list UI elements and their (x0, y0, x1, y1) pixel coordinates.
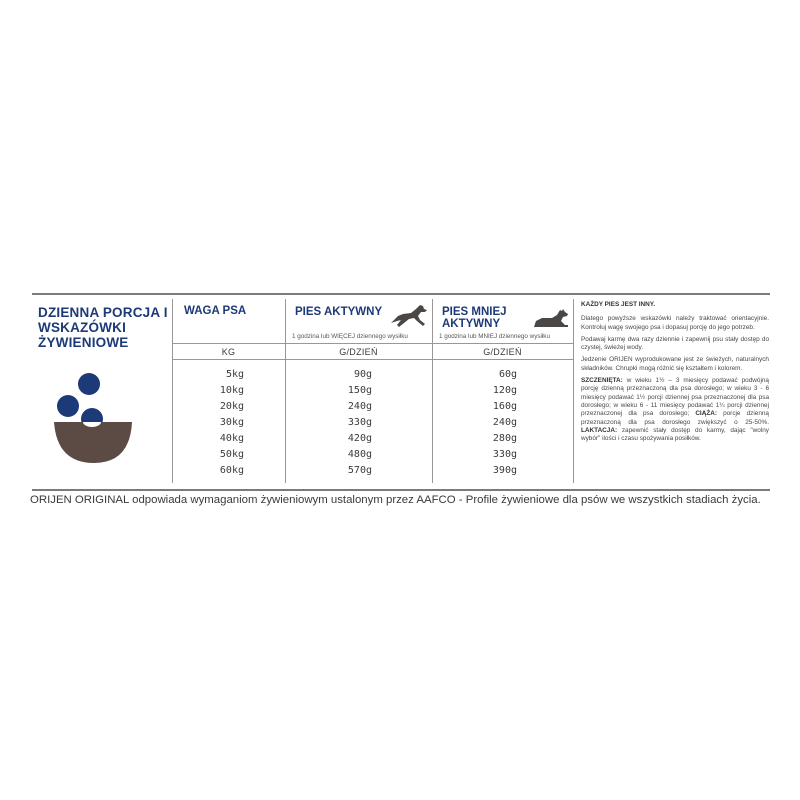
section-title: DZIENNA PORCJA I WSKAZÓWKI ŻYWIENIOWE (38, 305, 168, 350)
notes-heading: KAŻDY PIES JEST INNY. (581, 301, 656, 308)
notes-paragraph: Jedzenie ORIJEN wyprodukowane jest ze świeżych, naturalnych składników. Chrupki mogą różnić się kształtem i kolorem. (581, 356, 769, 372)
table-row-active: 150g (347, 385, 372, 396)
table-row-active: 90g (353, 369, 372, 380)
notes-life-stages (581, 377, 769, 443)
header-rule (172, 343, 573, 344)
less-active-activity-note: 1 godzina lub MNIEJ dziennego wysiłku (439, 333, 550, 340)
notes-paragraph: Podawaj karmę dwa razy dziennie i zapewnij psu stały dostęp do czystej, świeżej wody. (581, 335, 769, 352)
column-divider (172, 299, 173, 483)
table-row-less: 330g (492, 449, 517, 460)
lactation-text: zapewnić stały dostęp do karmy, dając "wolny wybór" ilości i czasu spożywania posiłków. (581, 426, 769, 443)
table-row-kg: 5kg (225, 369, 244, 380)
table-row-less: 120g (492, 385, 517, 396)
column-divider (432, 299, 433, 483)
table-row-kg: 20kg (219, 401, 244, 412)
less-active-column-header: PIES MNIEJ AKTYWNY (442, 306, 507, 330)
less-active-unit: G/DZIEŃ (483, 347, 522, 357)
table-row-less: 60g (498, 369, 517, 380)
puppy-label: SZCZENIĘTA: (581, 377, 623, 385)
table-row-active: 570g (347, 465, 372, 476)
table-row-kg: 10kg (219, 385, 244, 396)
column-divider (573, 299, 574, 483)
unit-rule (172, 359, 573, 360)
table-row-kg: 30kg (219, 417, 244, 428)
pregnancy-label: CIĄŻA: (695, 410, 717, 418)
weight-column-header: WAGA PSA (184, 305, 247, 317)
puppy-text: w wieku 1½ – 3 miesięcy podawać podwójną porcję dzienną przeznaczoną dla psa dorosłego; w wieku 3 - 6 miesięcy podawać 1½ porcji dziennej psa przeznaczonej dla psa dorosłego; w wieku 6 - 11 miesięcy podawać 1¼ porcji dziennej przeznaczonej dla psa dorosłego; (581, 377, 769, 418)
table-row-kg: 50kg (219, 449, 244, 460)
table-row-less: 240g (492, 417, 517, 428)
resting-dog-icon (532, 307, 570, 329)
table-row-less: 390g (492, 465, 517, 476)
table-row-less: 160g (492, 401, 517, 412)
table-row-active: 240g (347, 401, 372, 412)
active-column-header: PIES AKTYWNY (295, 306, 383, 318)
pregnancy-text: porcje dzienną przeznaczoną dla psa dorosłego zwiększyć o 25-50%. (581, 410, 769, 426)
notes-paragraph: Dlatego powyższe wskazówki należy traktować orientacyjnie. Kontroluj wagę swojego psa i dopasuj porcję do jego potrzeb. (581, 315, 769, 331)
feeding-guide-panel (32, 293, 770, 491)
running-dog-icon (389, 301, 429, 329)
table-row-kg: 40kg (219, 433, 244, 444)
table-row-active: 480g (347, 449, 372, 460)
active-activity-note: 1 godzina lub WIĘCEJ dziennego wysiłku (292, 333, 408, 340)
column-divider (285, 299, 286, 483)
food-bowl-icon (54, 369, 134, 463)
table-row-active: 420g (347, 433, 372, 444)
aafco-statement: ORIJEN ORIGINAL odpowiada wymaganiom żywieniowym ustalonym przez AAFCO - Profile żywieniowe dla psów we wszystkich stadiach życia. (30, 494, 761, 506)
active-unit: G/DZIEŃ (339, 347, 378, 357)
weight-unit: KG (221, 347, 236, 357)
table-row-less: 280g (492, 433, 517, 444)
table-row-active: 330g (347, 417, 372, 428)
feeding-notes (581, 301, 769, 447)
lactation-label: LAKTACJA: (581, 426, 618, 434)
table-row-kg: 60kg (219, 465, 244, 476)
